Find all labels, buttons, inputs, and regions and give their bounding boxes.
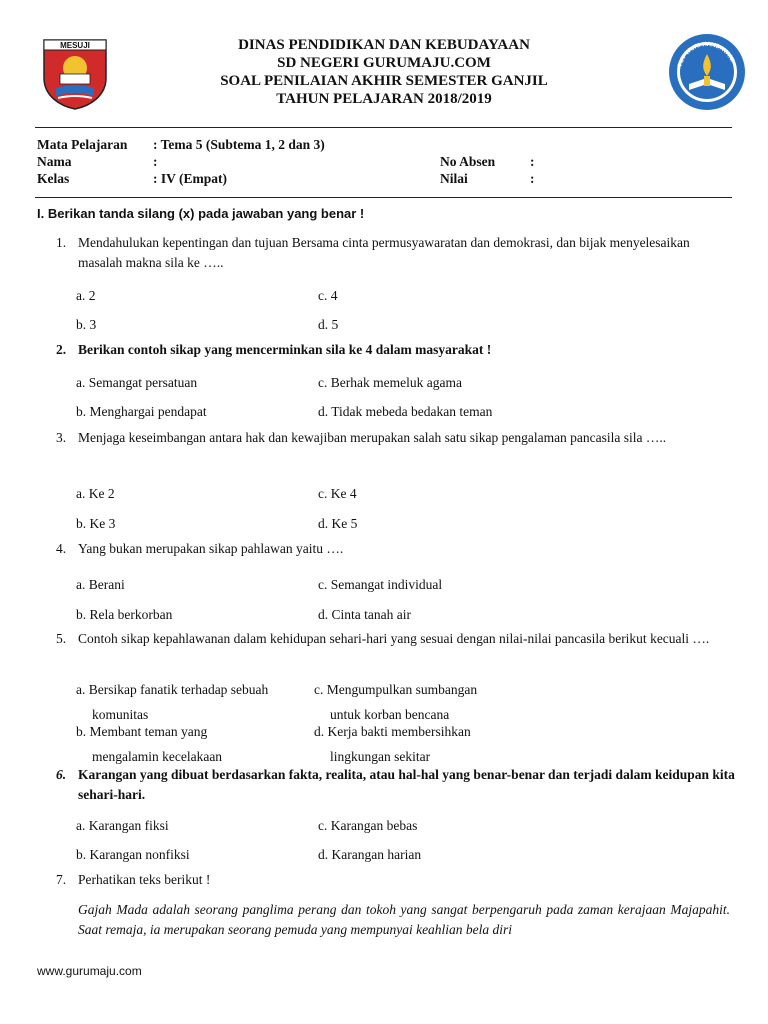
option-a[interactable]: a. Ke 2 bbox=[76, 486, 115, 501]
option-d[interactable]: d. Cinta tanah air bbox=[318, 607, 411, 622]
question-text: Contoh sikap kepahlawanan dalam kehidupan sehari-hari yang sesuai dengan nilai-nilai pancasila berikut kecuali …. bbox=[78, 631, 710, 646]
question-text: Mendahulukan kepentingan dan tujuan Bersama cinta permusyawaratan dan demokrasi, dan bijak menyelesaikan masalah makna sila ke ….. bbox=[78, 235, 690, 270]
question-text: Yang bukan merupakan sikap pahlawan yaitu …. bbox=[78, 541, 344, 556]
option-a[interactable]: a. Berani bbox=[76, 577, 125, 592]
option-d[interactable]: d. 5 bbox=[318, 317, 339, 332]
footer-website: www.gurumaju.com bbox=[37, 964, 142, 978]
info-divider bbox=[35, 197, 732, 198]
option-b[interactable]: b. Rela berkorban bbox=[76, 607, 173, 622]
question-number: 2. bbox=[56, 342, 67, 357]
header-line-4: TAHUN PELAJARAN 2018/2019 bbox=[276, 91, 492, 107]
option-a[interactable]: a. Bersikap fanatik terhadap sebuah bbox=[76, 682, 269, 697]
subject-label: Mata Pelajaran bbox=[37, 137, 128, 152]
option-c[interactable]: c. Ke 4 bbox=[318, 486, 357, 501]
student-info bbox=[37, 137, 737, 188]
question-3 bbox=[56, 428, 736, 448]
svg-text:TUT WURI HANDAYANI: TUT WURI HANDAYANI bbox=[677, 41, 735, 68]
question-number: 4. bbox=[56, 541, 67, 556]
header-line-1: DINAS PENDIDIKAN DAN KEBUDAYAAN bbox=[238, 37, 530, 53]
option-b[interactable]: b. Membant teman yang bbox=[76, 724, 208, 739]
reading-passage: Gajah Mada adalah seorang panglima perang dan tokoh yang sangat berpengaruh pada zaman kerajaan Majapahit. Saat remaja, ia merupakan seorang pemuda yang mempunyai keahlian bela diri bbox=[78, 902, 730, 937]
option-a-continued: komunitas bbox=[92, 707, 149, 722]
class-label: Kelas bbox=[37, 171, 70, 186]
question-number: 1. bbox=[56, 235, 67, 250]
subject-value: : Tema 5 (Subtema 1, 2 dan 3) bbox=[153, 137, 325, 152]
header-line-2: SD NEGERI GURUMAJU.COM bbox=[277, 55, 491, 71]
question-number: 7. bbox=[56, 872, 67, 887]
option-d[interactable]: d. Tidak mebeda bedakan teman bbox=[318, 404, 493, 419]
question-4 bbox=[56, 539, 736, 559]
option-b-continued: mengalamin kecelakaan bbox=[92, 749, 223, 764]
question-2 bbox=[56, 340, 736, 360]
option-d-continued: lingkungan sekitar bbox=[330, 749, 431, 764]
absen-label: No Absen bbox=[440, 154, 496, 169]
option-c-continued: untuk korban bencana bbox=[330, 707, 450, 722]
question-text: Menjaga keseimbangan antara hak dan kewajiban merupakan salah satu sikap pengalaman pancasila sila ….. bbox=[78, 430, 667, 445]
question-7 bbox=[56, 870, 736, 890]
option-b[interactable]: b. 3 bbox=[76, 317, 97, 332]
question-6 bbox=[56, 765, 736, 805]
option-d[interactable]: d. Kerja bakti membersihkan bbox=[314, 724, 471, 739]
svg-text:MESUJI: MESUJI bbox=[60, 41, 90, 50]
option-a[interactable]: a. Karangan fiksi bbox=[76, 818, 169, 833]
absen-field[interactable]: : bbox=[530, 154, 535, 169]
option-a[interactable]: a. Semangat persatuan bbox=[76, 375, 198, 390]
name-label: Nama bbox=[37, 154, 72, 169]
option-a[interactable]: a. 2 bbox=[76, 288, 96, 303]
option-c[interactable]: c. Mengumpulkan sumbangan bbox=[314, 682, 478, 697]
option-b[interactable]: b. Karangan nonfiksi bbox=[76, 847, 190, 862]
option-c[interactable]: c. Berhak memeluk agama bbox=[318, 375, 462, 390]
option-b[interactable]: b. Menghargai pendapat bbox=[76, 404, 207, 419]
name-field[interactable]: : bbox=[153, 154, 158, 169]
option-c[interactable]: c. Karangan bebas bbox=[318, 818, 418, 833]
question-number: 5. bbox=[56, 631, 67, 646]
question-text: Perhatikan teks berikut ! bbox=[78, 872, 211, 887]
section-instruction: I. Berikan tanda silang (x) pada jawaban yang benar ! bbox=[37, 206, 365, 221]
document-header bbox=[0, 36, 768, 108]
score-field[interactable]: : bbox=[530, 171, 535, 186]
question-number: 3. bbox=[56, 430, 67, 445]
option-d[interactable]: d. Karangan harian bbox=[318, 847, 422, 862]
question-1 bbox=[56, 233, 736, 273]
question-5 bbox=[56, 629, 736, 649]
question-text: Karangan yang dibuat berdasarkan fakta, realita, atau hal-hal yang benar-benar dan terjadi dalam keidupan kita sehari-hari. bbox=[78, 767, 735, 802]
class-value: : IV (Empat) bbox=[153, 171, 227, 186]
tut-wuri-handayani-logo bbox=[667, 32, 747, 112]
option-c[interactable]: c. Semangat individual bbox=[318, 577, 443, 592]
option-d[interactable]: d. Ke 5 bbox=[318, 516, 358, 531]
question-number: 6. bbox=[56, 767, 67, 782]
header-divider bbox=[35, 127, 732, 128]
header-line-3: SOAL PENILAIAN AKHIR SEMESTER GANJIL bbox=[220, 73, 548, 89]
option-b[interactable]: b. Ke 3 bbox=[76, 516, 116, 531]
score-label: Nilai bbox=[440, 171, 468, 186]
question-text: Berikan contoh sikap yang mencerminkan sila ke 4 dalam masyarakat ! bbox=[78, 342, 492, 357]
option-c[interactable]: c. 4 bbox=[318, 288, 338, 303]
